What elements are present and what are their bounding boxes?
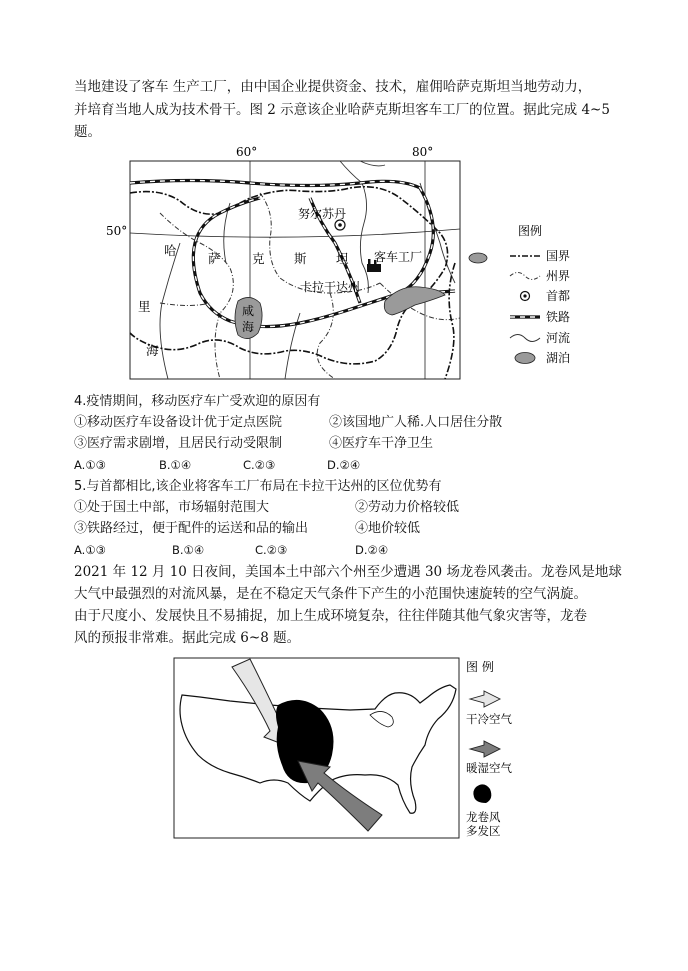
country-char-4: 斯 <box>294 251 307 266</box>
legend-river: 河流 <box>546 331 570 345</box>
q5-stem: 5.与首都相比,该企业将客车工厂布局在卡拉干达州的区位优势有 <box>74 479 442 494</box>
passage2-line2: 大气中最强烈的对流风暴，是在不稳定天气条件下产生的小范围快速旋转的空气涡旋。 <box>74 586 587 602</box>
passage2-line3: 由于尺度小、发展快且不易捕捉，加上生成环境复杂，往往伴随其他气象灾害等，龙卷 <box>74 608 587 624</box>
passage1-line3: 题。 <box>74 124 101 140</box>
country-char-5: 坦 <box>336 251 349 266</box>
kazakhstan-map <box>100 143 570 388</box>
capital-legend-icon <box>521 292 530 301</box>
factory-label: 客车工厂 <box>374 250 423 264</box>
capital-symbol <box>335 220 345 230</box>
aral-char-2: 海 <box>242 320 255 334</box>
q5-statement-3: ③铁路经过，便于配件的运送和品的输出 <box>74 521 309 536</box>
rivers <box>160 161 455 379</box>
q4-option-d[interactable]: D.②④ <box>327 458 361 472</box>
legend-tornado-2: 多发区 <box>466 824 501 838</box>
q5-statement-2: ②劳动力价格较低 <box>355 500 460 515</box>
map2-legend-title: 图 例 <box>466 660 494 674</box>
country-char-2: 萨 <box>208 251 221 266</box>
legend-railway: 铁路 <box>546 310 570 324</box>
lake-small <box>469 253 487 263</box>
q5-statement-4: ④地价较低 <box>355 521 421 536</box>
region-label: 卡拉干达州 <box>300 280 361 294</box>
dry-cold-legend-icon <box>470 691 500 707</box>
legend-capital: 首都 <box>546 289 570 303</box>
q5-option-b[interactable]: B.①④ <box>172 543 205 557</box>
q5-option-d[interactable]: D.②④ <box>355 543 389 557</box>
passage1-line2: 并培育当地人成为技术骨干。图 2 示意该企业哈萨克斯坦客车工厂的位置。据此完成 4~5 <box>74 102 610 118</box>
q4-statement-2: ②该国地广人稀.人口居住分散 <box>329 415 503 430</box>
legend-national-border: 国界 <box>546 249 570 263</box>
legend-state-border: 州界 <box>546 269 570 283</box>
q4-option-b[interactable]: B.①④ <box>159 458 192 472</box>
map2-legend <box>466 659 512 838</box>
caspian-char-2: 海 <box>146 343 159 358</box>
legend-dry-cold: 干冷空气 <box>466 712 512 726</box>
passage2-line1: 2021 年 12 月 10 日夜间，美国本土中部六个州至少遭遇 30 场龙卷风袭击。龙卷风是地球 <box>74 564 622 580</box>
lon-80-label: 80° <box>412 145 434 159</box>
state-border-legend-icon <box>510 273 540 280</box>
warm-moist-legend-icon <box>470 741 500 757</box>
country-char-3: 克 <box>252 251 265 266</box>
legend-tornado-1: 龙卷风 <box>466 810 501 824</box>
q5-statement-1: ①处于国土中部，市场辐射范围大 <box>74 500 270 515</box>
national-borders <box>130 187 455 379</box>
q5-option-a[interactable]: A.①③ <box>74 543 106 557</box>
country-char-1: 哈 <box>164 243 177 258</box>
passage1-line1: 当地建设了客车 生产工厂，由中国企业提供资金、技术，雇佣哈萨克斯坦当地劳动力， <box>74 79 592 95</box>
q4-option-a[interactable]: A.①③ <box>74 458 106 472</box>
lake-legend-icon <box>515 353 535 364</box>
aral-char-1: 咸 <box>242 304 255 318</box>
map1-legend <box>510 223 570 365</box>
q4-statement-3: ③医疗需求剧增，且居民行动受限制 <box>74 436 283 451</box>
q4-statement-1: ①移动医疗车设备设计优于定点医院 <box>74 415 283 430</box>
legend-lake: 湖泊 <box>546 351 570 365</box>
q4-stem: 4.疫情期间，移动医疗车广受欢迎的原因有 <box>74 394 321 409</box>
caspian-char-1: 里 <box>138 299 151 314</box>
q5-option-c[interactable]: C.②③ <box>255 543 288 557</box>
capital-label: 努尔苏丹 <box>298 207 347 221</box>
q4-option-c[interactable]: C.②③ <box>243 458 276 472</box>
passage2-line4: 风的预报非常难。据此完成 6~8 题。 <box>74 630 301 646</box>
legend-warm-moist: 暖湿空气 <box>466 761 512 775</box>
lon-60-label: 60° <box>236 145 258 159</box>
usa-tornado-map <box>170 655 530 841</box>
lat-50-label: 50° <box>106 224 128 238</box>
lake-balkhash <box>384 287 445 315</box>
q4-statement-4: ④医疗车干净卫生 <box>329 436 434 451</box>
tornado-legend-icon <box>473 784 491 803</box>
map1-legend-title: 图例 <box>518 224 543 238</box>
river-legend-icon <box>510 335 540 342</box>
